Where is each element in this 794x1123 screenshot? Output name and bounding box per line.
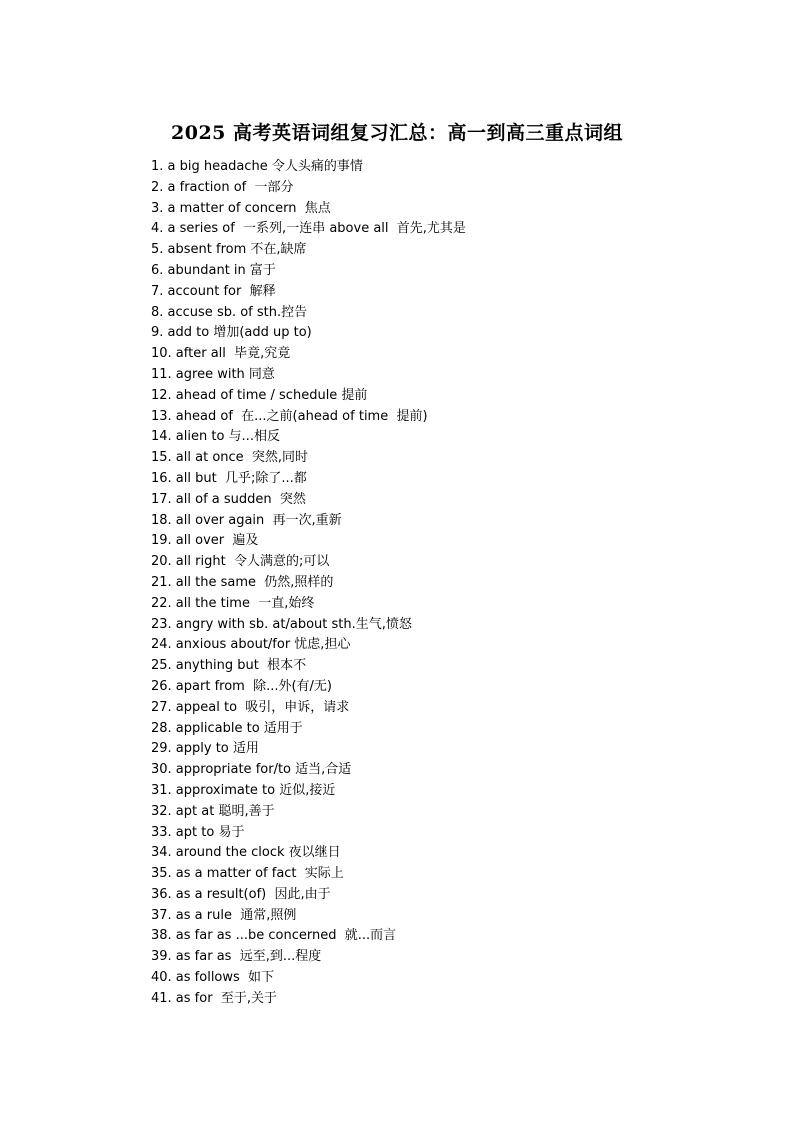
list-item: 21. all the same 仍然,照样的	[151, 574, 334, 590]
list-item: 25. anything but 根本不	[151, 658, 307, 674]
list-item: 14. alien to 与...相反	[151, 429, 280, 445]
list-item: 20. all right 令人满意的;可以	[151, 554, 330, 570]
list-item: 9. add to 增加(add up to)	[151, 325, 312, 341]
list-item: 35. as a matter of fact 实际上	[151, 866, 344, 882]
list-item: 37. as a rule 通常,照例	[151, 907, 297, 923]
list-item: 27. appeal to 吸引，申诉，请求	[151, 699, 350, 715]
list-item: 5. absent from 不在,缺席	[151, 242, 307, 258]
list-item: 28. applicable to 适用于	[151, 720, 303, 736]
list-item: 40. as follows 如下	[151, 970, 275, 986]
list-item: 30. appropriate for/to 适当,合适	[151, 762, 352, 778]
list-item: 23. angry with sb. at/about sth.生气,愤怒	[151, 616, 412, 632]
list-item: 36. as a result(of) 因此,由于	[151, 886, 331, 902]
phrase-list	[151, 157, 466, 1010]
list-item: 33. apt to 易于	[151, 824, 245, 840]
list-item: 22. all the time 一直,始终	[151, 595, 315, 611]
list-item: 17. all of a sudden 突然	[151, 491, 306, 507]
list-item: 13. ahead of 在...之前(ahead of time 提前)	[151, 408, 428, 424]
list-item: 38. as far as ...be concerned 就...而言	[151, 928, 397, 944]
list-item: 3. a matter of concern 焦点	[151, 200, 331, 216]
list-item: 8. accuse sb. of sth.控告	[151, 304, 308, 320]
list-item: 15. all at once 突然,同时	[151, 450, 309, 466]
list-item: 19. all over 遍及	[151, 533, 259, 549]
list-item: 2. a fraction of 一部分	[151, 179, 294, 195]
list-item: 7. account for 解释	[151, 283, 276, 299]
list-item: 26. apart from 除...外(有/无)	[151, 678, 333, 694]
list-item: 34. around the clock 夜以继日	[151, 845, 341, 861]
list-item: 39. as far as 远至,到...程度	[151, 949, 322, 965]
list-item: 11. agree with 同意	[151, 366, 275, 382]
list-item: 24. anxious about/for 忧虑,担心	[151, 637, 351, 653]
list-item: 10. after all 毕竟,究竟	[151, 346, 291, 362]
list-item: 4. a series of 一系列,一连串 above all 首先,尤其是	[151, 221, 466, 237]
list-item: 18. all over again 再一次,重新	[151, 512, 342, 528]
list-item: 29. apply to 适用	[151, 741, 259, 757]
list-item: 31. approximate to 近似,接近	[151, 782, 336, 798]
document-title: 2025 高考英语词组复习汇总：高一到高三重点词组	[171, 122, 623, 144]
list-item: 41. as for 至于,关于	[151, 990, 277, 1006]
list-item: 1. a big headache 令人头痛的事情	[151, 159, 363, 174]
list-item: 6. abundant in 富于	[151, 262, 276, 278]
list-item: 12. ahead of time / schedule 提前	[151, 387, 368, 403]
list-item: 32. apt at 聪明,善于	[151, 803, 275, 819]
list-item: 16. all but 几乎;除了...都	[151, 470, 307, 486]
